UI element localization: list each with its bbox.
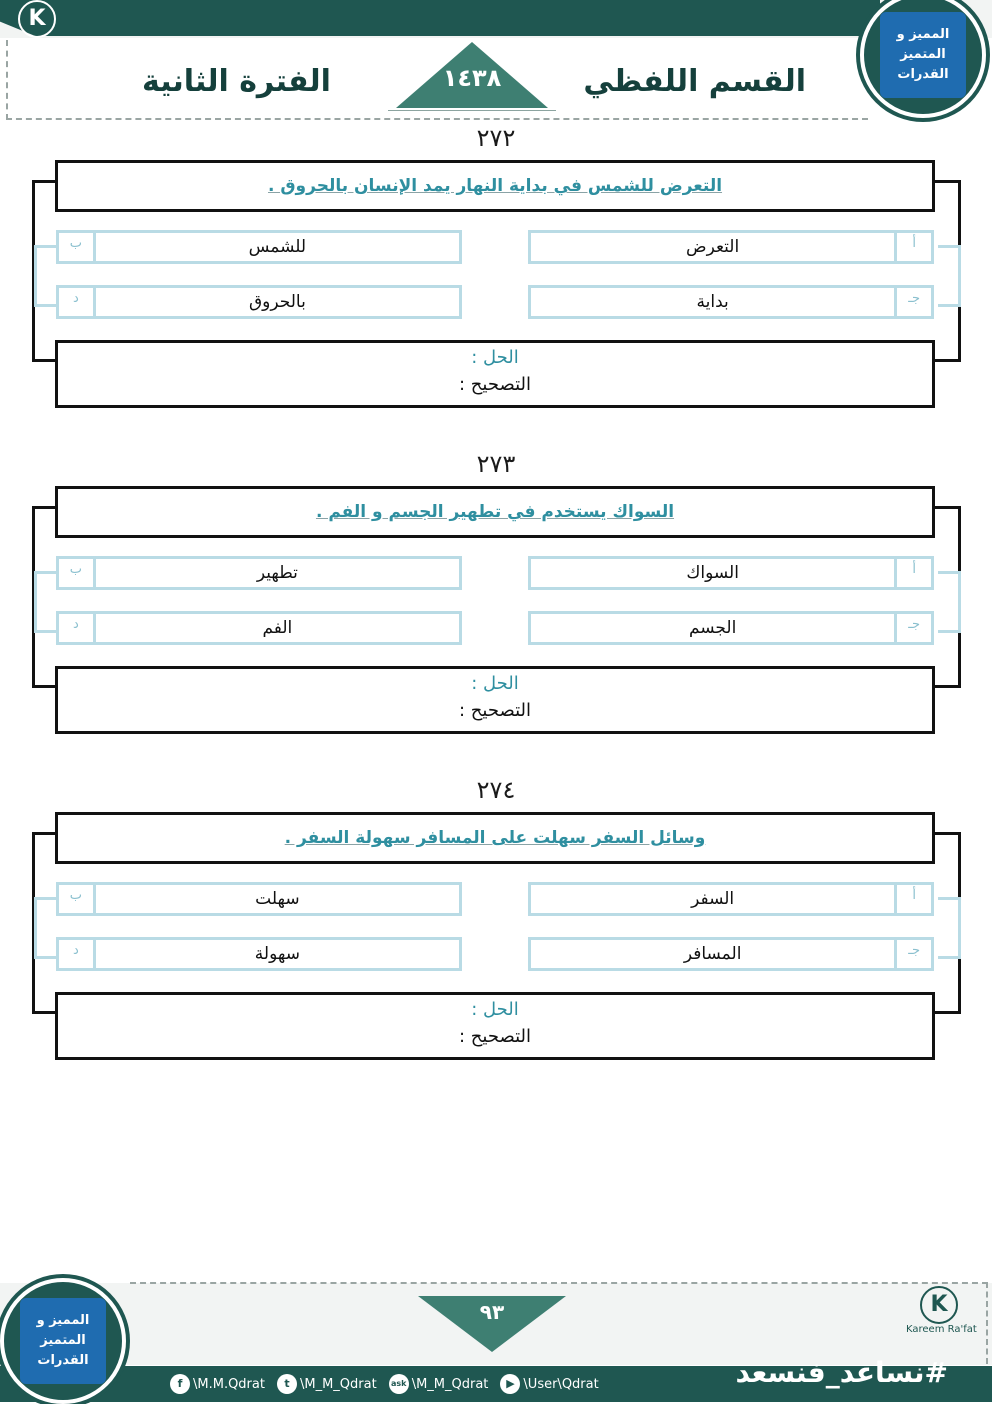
period-title: الفترة الثانية [142,64,331,99]
option-b[interactable] [56,882,462,916]
social-handles [170,1374,599,1394]
year-text: ١٤٣٨ [442,64,502,92]
option-letter: أ [894,885,931,913]
option-letter: جـ [894,288,931,316]
answer-label: الحل : [471,999,519,1020]
social-handle: \M.M.Qdrat [193,1376,265,1392]
option-text: الجسم [688,618,737,638]
question-number: ٢٧٢ [476,124,516,152]
correction-label: التصحيح : [459,374,531,395]
question-sentence-box [55,160,935,212]
option-letter: د [59,614,96,642]
answer-box[interactable] [55,340,935,408]
footer-logo [906,1286,977,1335]
option-c[interactable] [528,285,934,319]
option-letter: ب [59,885,96,913]
badge-logo-icon [20,1298,106,1384]
option-d[interactable] [56,937,462,971]
option-text: الفم [262,618,293,638]
option-text: المسافر [683,944,742,964]
right-options-bracket [938,571,961,633]
option-a[interactable] [528,882,934,916]
youtube-icon: ▶ [500,1374,520,1394]
section-title: القسم اللفظي [583,64,806,99]
header-bar [0,0,880,36]
correction-label: التصحيح : [459,700,531,721]
option-a[interactable] [528,556,934,590]
option-letter: جـ [894,940,931,968]
k-logo-icon: K [920,1286,958,1324]
badge-text: المميز و المتميز القدرات [36,1313,90,1368]
footer-badge [0,1278,126,1404]
page-number: ٩٣ [479,1300,505,1324]
facebook-icon: f [170,1374,190,1394]
year-underline [388,110,556,111]
option-d[interactable] [56,611,462,645]
option-letter: ب [59,559,96,587]
option-letter: جـ [894,614,931,642]
right-options-bracket [938,897,961,959]
social-handle: \M_M_Qdrat [411,1376,489,1392]
option-c[interactable] [528,937,934,971]
social-twitter[interactable] [277,1374,377,1394]
social-handle: \M_M_Qdrat [299,1376,377,1392]
option-b[interactable] [56,556,462,590]
option-letter: أ [894,559,931,587]
option-text: سهولة [254,944,300,964]
option-text: للشمس [248,237,307,257]
right-options-bracket [938,245,961,307]
question-sentence: التعرض للشمس في بداية النهار يمد الإنسان بالحروق . [267,176,723,196]
option-c[interactable] [528,611,934,645]
ask-icon: ask [389,1374,409,1394]
option-text: السفر [691,889,735,909]
badge-logo-icon [880,12,966,98]
option-letter: د [59,940,96,968]
header-logo [10,0,81,49]
k-logo-icon: K [18,0,56,38]
social-facebook[interactable] [170,1374,265,1394]
badge-text: المميز و المتميز القدرات [896,27,950,82]
answer-box[interactable] [55,666,935,734]
option-letter: د [59,288,96,316]
option-text: السواك [686,563,739,583]
option-letter: أ [894,233,931,261]
answer-label: الحل : [471,347,519,368]
hashtag: #نساعد_فنسعد [735,1356,948,1389]
question-sentence-box [55,486,935,538]
question-number: ٢٧٤ [476,776,516,804]
social-youtube[interactable] [500,1374,598,1394]
question-sentence-box [55,812,935,864]
correction-label: التصحيح : [459,1026,531,1047]
answer-box[interactable] [55,992,935,1060]
header-badge [860,0,986,118]
option-text: تطهير [256,563,298,583]
option-letter: ب [59,233,96,261]
answer-label: الحل : [471,673,519,694]
social-ask[interactable] [389,1374,489,1394]
left-options-bracket [34,571,57,633]
logo-caption: Kareem Ra'fat [906,1324,977,1335]
logo-caption: Kareem Ra'fat [10,38,81,49]
year-badge [396,42,548,108]
left-options-bracket [34,897,57,959]
twitter-icon: t [277,1374,297,1394]
option-b[interactable] [56,230,462,264]
page-number-badge [418,1296,566,1352]
option-d[interactable] [56,285,462,319]
option-text: التعرض [686,237,740,257]
option-text: سهلت [255,889,300,909]
question-sentence: السواك يستخدم في تطهير الجسم و الفم . [315,502,675,522]
option-a[interactable] [528,230,934,264]
left-options-bracket [34,245,57,307]
option-text: بالحروق [248,292,306,312]
question-number: ٢٧٣ [476,450,516,478]
question-sentence: وسائل السفر سهلت على المسافر سهولة السفر . [284,828,706,848]
option-text: بداية [696,292,729,312]
social-handle: \User\Qdrat [523,1376,599,1392]
